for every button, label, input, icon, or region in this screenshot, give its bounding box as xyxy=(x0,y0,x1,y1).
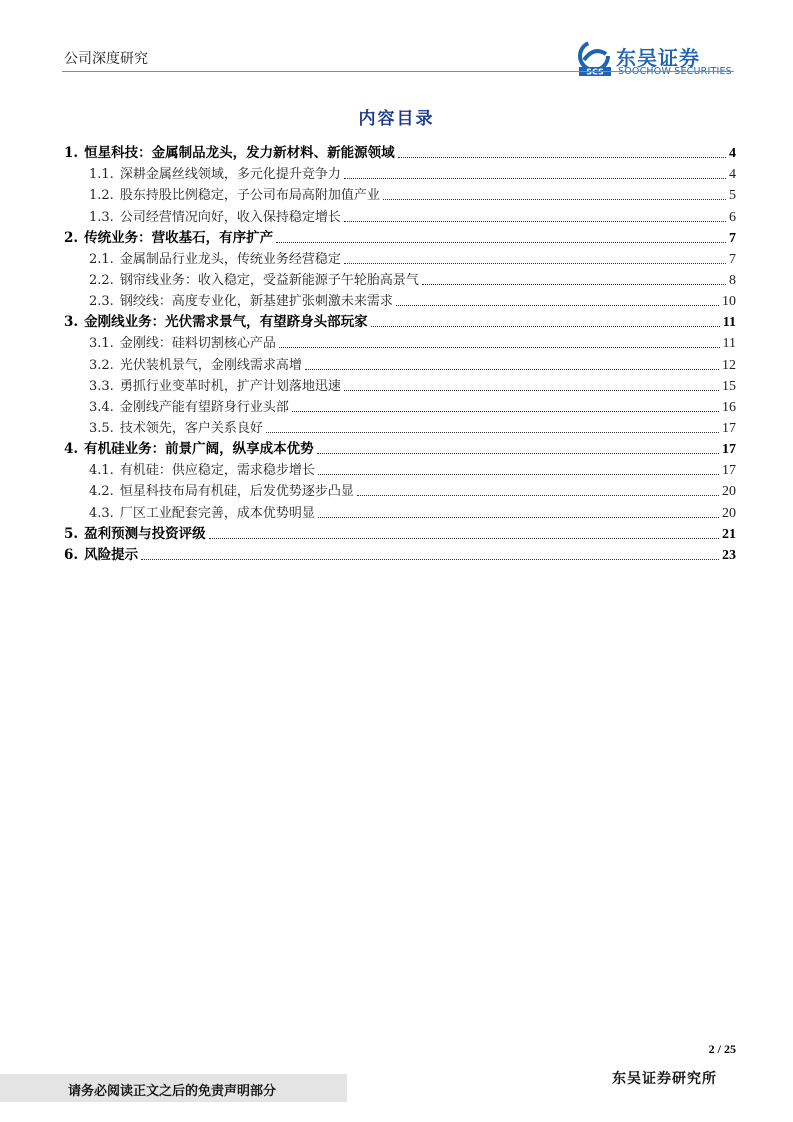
toc-entry-title xyxy=(64,230,273,247)
toc-title: 内容目录 xyxy=(358,109,435,129)
toc-entry-title xyxy=(89,335,276,352)
toc-entry[interactable] xyxy=(0,183,793,204)
toc-leader-dots xyxy=(344,178,726,179)
toc-leader-dots xyxy=(317,453,719,454)
toc-entry-number: 3.1. xyxy=(89,336,114,352)
toc-entry-title xyxy=(89,209,341,226)
toc-entry-title xyxy=(64,314,368,331)
toc-entry-page: 11 xyxy=(722,315,736,331)
toc-entry-text: 恒星科技：金属制品龙头，发力新材料、新能源领域 xyxy=(84,145,395,162)
toc-entry-text: 股东持股比例稳定，子公司布局高附加值产业 xyxy=(119,188,380,204)
toc-entry-page: 17 xyxy=(722,463,736,479)
toc-entry-text: 金刚线业务：光伏需求景气，有望跻身头部玩家 xyxy=(84,314,368,331)
toc-entry-number: 4. xyxy=(64,441,79,458)
toc-entry-title xyxy=(89,399,289,416)
header-label: 公司深度研究 xyxy=(64,51,148,67)
toc-leader-dots xyxy=(318,474,719,475)
toc-leader-dots xyxy=(344,390,719,391)
toc-entry-page: 20 xyxy=(722,484,736,500)
toc-entry-text: 深耕金属丝线领域，多元化提升竞争力 xyxy=(119,167,341,183)
toc-entry-page: 8 xyxy=(729,272,736,288)
toc-entry-page: 16 xyxy=(722,399,736,415)
toc-entry-title xyxy=(89,357,302,374)
toc-leader-dots xyxy=(305,369,719,370)
toc-entry-text: 盈利预测与投资评级 xyxy=(84,525,206,542)
toc-entry-title xyxy=(64,145,395,162)
toc-entry-text: 公司经营情况向好，收入保持稳定增长 xyxy=(119,209,341,225)
toc-entry-number: 1. xyxy=(64,145,79,162)
logo-name-cn: 东吴证券 xyxy=(616,46,700,70)
toc-entry[interactable] xyxy=(0,289,793,310)
toc-entry-text: 有机硅业务：前景广阔，纵享成本优势 xyxy=(84,441,314,458)
toc-entry-text: 勇抓行业变革时机，扩产计划落地迅速 xyxy=(119,378,341,394)
toc-entry-number: 6. xyxy=(64,546,79,563)
toc-entry[interactable] xyxy=(0,500,793,521)
footer-institute: 东吴证券研究所 xyxy=(612,1071,717,1087)
toc-leader-dots xyxy=(318,517,719,518)
toc-entry-number: 1.2. xyxy=(89,188,114,204)
toc-leader-dots xyxy=(276,242,726,243)
toc-entry-text: 风险提示 xyxy=(84,546,139,563)
toc-entry-title xyxy=(89,272,419,289)
footer-disclaimer: 请务必阅读正文之后的免责声明部分 xyxy=(68,1084,277,1099)
toc-leader-dots xyxy=(371,326,720,327)
toc-entry-number: 3.5. xyxy=(89,420,114,436)
toc-entry[interactable] xyxy=(0,204,793,225)
toc-entry-number: 5. xyxy=(64,525,79,542)
toc-entry-title xyxy=(64,526,206,543)
toc-entry[interactable] xyxy=(0,437,793,458)
toc-entry-page: 17 xyxy=(722,442,736,458)
toc-entry-title xyxy=(89,483,354,500)
toc-entry-title xyxy=(89,187,380,204)
toc-entry-number: 4.3. xyxy=(89,505,114,521)
toc-entry-text: 恒星科技布局有机硅，后发优势逐步凸显 xyxy=(119,484,354,500)
toc-entry[interactable] xyxy=(0,395,793,416)
toc-entry-number: 2.2. xyxy=(89,272,114,288)
toc-entry-page: 7 xyxy=(729,230,736,246)
toc-leader-dots xyxy=(266,432,719,433)
toc-entry[interactable] xyxy=(0,522,793,543)
toc-entry[interactable] xyxy=(0,247,793,268)
toc-entry-number: 3.4. xyxy=(89,399,114,415)
toc-entry[interactable] xyxy=(0,374,793,395)
logo-name-en: SOOCHOW SECURITIES xyxy=(618,66,732,77)
toc-entry-number: 3. xyxy=(64,314,79,331)
toc-entry-page: 7 xyxy=(729,251,736,267)
toc-entry-page: 11 xyxy=(722,336,736,352)
toc-leader-dots xyxy=(398,157,726,158)
toc-entry-text: 金属制品行业龙头，传统业务经营稳定 xyxy=(119,251,341,267)
logo-mark-text: SCS xyxy=(586,67,604,77)
toc-entry[interactable] xyxy=(0,352,793,373)
toc-entry-number: 4.2. xyxy=(89,484,114,500)
toc-entry-page: 5 xyxy=(729,188,736,204)
toc-entry-title xyxy=(89,505,315,522)
toc-entry-page: 17 xyxy=(722,420,736,436)
toc-entry[interactable] xyxy=(0,226,793,247)
toc-entry-number: 2.1. xyxy=(89,251,114,267)
toc-entry-page: 20 xyxy=(722,505,736,521)
toc-entry-number: 2. xyxy=(64,229,79,246)
toc-entry[interactable] xyxy=(0,141,793,162)
toc-entry[interactable] xyxy=(0,479,793,500)
toc-entry-page: 6 xyxy=(729,209,736,225)
toc-entry-number: 1.3. xyxy=(89,209,114,225)
toc-leader-dots xyxy=(292,411,719,412)
toc-entry-page: 10 xyxy=(722,294,736,310)
toc-entry-number: 3.2. xyxy=(89,357,114,373)
toc-entry-text: 钢绞线：高度专业化，新基建扩张刺激未来需求 xyxy=(119,294,393,310)
toc-entry[interactable] xyxy=(0,310,793,331)
toc-entry-title xyxy=(64,441,314,458)
toc-entry[interactable] xyxy=(0,458,793,479)
toc-leader-dots xyxy=(357,495,719,496)
toc-entry-number: 1.1. xyxy=(89,167,114,183)
toc-entry-page: 4 xyxy=(729,167,736,183)
toc-leader-dots xyxy=(344,263,726,264)
toc-entry-text: 钢帘线业务：收入稳定，受益新能源子午轮胎高景气 xyxy=(119,272,419,288)
toc-entry-number: 2.3. xyxy=(89,294,114,310)
toc-entry-page: 4 xyxy=(729,146,736,162)
toc-entry-text: 厂区工业配套完善，成本优势明显 xyxy=(119,505,315,521)
toc-leader-dots xyxy=(396,305,719,306)
toc-entry-number: 3.3. xyxy=(89,378,114,394)
toc-entry[interactable] xyxy=(0,416,793,437)
toc-leader-dots xyxy=(209,538,719,539)
toc-entry-text: 光伏装机景气，金刚线需求高增 xyxy=(119,357,302,373)
toc-leader-dots xyxy=(422,284,726,285)
header-rule xyxy=(62,71,734,72)
toc-entry-page: 21 xyxy=(722,526,736,542)
page-number: 2 / 25 xyxy=(708,1042,736,1056)
toc-leader-dots xyxy=(141,559,719,560)
toc-entry-text: 有机硅：供应稳定，需求稳步增长 xyxy=(119,463,315,479)
toc-entry[interactable] xyxy=(0,331,793,352)
toc-leader-dots xyxy=(279,347,720,348)
toc-entry-page: 23 xyxy=(722,547,736,563)
toc-leader-dots xyxy=(344,221,726,222)
toc-entry-text: 传统业务：营收基石，有序扩产 xyxy=(84,229,274,246)
table-of-contents xyxy=(0,141,793,564)
toc-leader-dots xyxy=(383,199,726,200)
toc-entry-title xyxy=(89,462,315,479)
toc-entry-page: 15 xyxy=(722,378,736,394)
toc-entry-title xyxy=(89,420,263,437)
toc-entry-title xyxy=(89,251,341,268)
toc-entry-number: 4.1. xyxy=(89,463,114,479)
toc-entry-text: 金刚线产能有望跻身行业头部 xyxy=(119,399,289,415)
toc-entry-page: 12 xyxy=(722,357,736,373)
soochow-logo-icon xyxy=(576,40,616,80)
toc-entry-title xyxy=(64,547,138,564)
toc-entry-title xyxy=(89,378,341,395)
company-logo xyxy=(576,40,738,80)
toc-entry-title xyxy=(89,166,341,183)
toc-entry-text: 技术领先，客户关系良好 xyxy=(119,420,263,436)
toc-entry[interactable] xyxy=(0,543,793,564)
toc-entry[interactable] xyxy=(0,268,793,289)
toc-entry[interactable] xyxy=(0,162,793,183)
toc-entry-text: 金刚线：硅料切割核心产品 xyxy=(119,336,276,352)
toc-entry-title xyxy=(89,293,393,310)
